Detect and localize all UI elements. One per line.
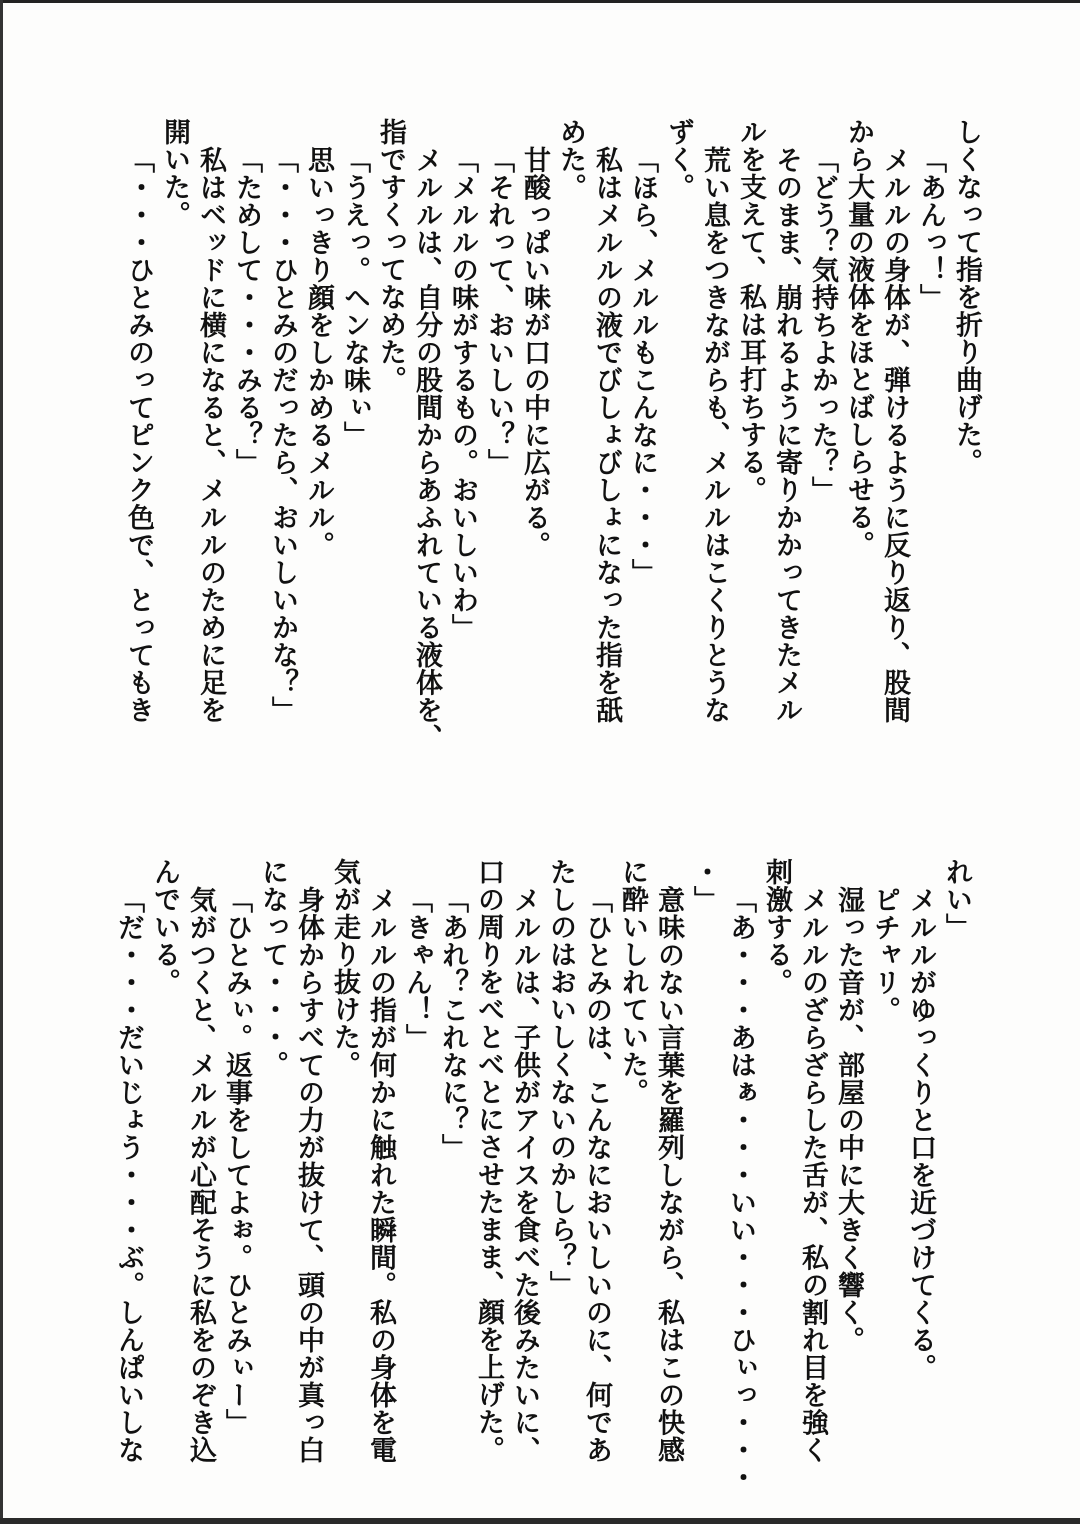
text-line: 気がつくと、メルルが心配そうに私をのぞき込 bbox=[185, 886, 216, 1464]
text-line: 指ですくってなめた。 bbox=[375, 118, 406, 393]
text-line: 刺激する。 bbox=[761, 858, 792, 996]
text-line: 湿った音が、部屋の中に大きく響く。 bbox=[833, 886, 864, 1354]
text-line: 開いた。 bbox=[159, 118, 190, 228]
text-line: メルルは、自分の股間からあふれている液体を、 bbox=[411, 146, 442, 751]
text-line: んでいる。 bbox=[149, 858, 180, 996]
text-line: 「あれ？これなに？」 bbox=[437, 886, 468, 1161]
text-line: 気が走り抜けた。 bbox=[329, 858, 360, 1078]
text-line: 「それって、おいしい？」 bbox=[483, 146, 514, 476]
text-line: から大量の液体をほとばしらせる。 bbox=[843, 118, 874, 558]
text-line: 「ためして・・・みる？」 bbox=[231, 146, 262, 476]
text-line: 「ひとみのは、こんなにおいしいのに、何であ bbox=[581, 886, 612, 1464]
text-line: しくなって指を折り曲げた。 bbox=[951, 118, 982, 476]
text-line: 「ひとみぃ。返事をしてよぉ。ひとみぃー」 bbox=[221, 886, 252, 1436]
text-line: 「きゃん！」 bbox=[401, 886, 432, 1051]
text-line: 私はメルルの液でびしょびしょになった指を舐 bbox=[591, 146, 622, 724]
text-block-lower bbox=[110, 858, 974, 1491]
text-line: ルを支えて、私は耳打ちする。 bbox=[735, 118, 766, 503]
text-line: メルルがゆっくりと口を近づけてくる。 bbox=[905, 886, 936, 1381]
text-line: 「・・・ひとみのってピンク色で、とってもき bbox=[123, 146, 154, 724]
text-line: そのまま、崩れるように寄りかかってきたメル bbox=[771, 146, 802, 724]
text-line: 「うえっ。ヘンな味ぃ」 bbox=[339, 146, 370, 449]
text-line: メルルのざらざらした舌が、私の割れ目を強く bbox=[797, 886, 828, 1464]
scan-edge-top bbox=[0, 0, 1080, 3]
text-line: ピチャリ。 bbox=[869, 886, 900, 1024]
text-line: メルルは、子供がアイスを食べた後みたいに、 bbox=[509, 886, 540, 1464]
text-line: ずく。 bbox=[663, 118, 694, 201]
text-line: れい」 bbox=[941, 858, 972, 941]
text-line: 荒い息をつきながらも、メルルはこくりとうな bbox=[699, 146, 730, 724]
text-line: 「メルルの味がするもの。おいしいわ」 bbox=[447, 146, 478, 641]
text-line: 「あんっ！」 bbox=[915, 146, 946, 311]
text-line: ・」 bbox=[689, 858, 720, 913]
text-line: 私はベッドに横になると、メルルのために足を bbox=[195, 146, 226, 724]
text-line: めた。 bbox=[555, 118, 586, 201]
text-line: メルルの身体が、弾けるように反り返り、股間 bbox=[879, 146, 910, 724]
text-line: 「だ・・・だいじょう・・・ぶ。しんぱいしな bbox=[113, 886, 144, 1464]
text-line: 意味のない言葉を羅列しながら、私はこの快感 bbox=[653, 886, 684, 1464]
text-line: メルルの指が何かに触れた瞬間。私の身体を電 bbox=[365, 886, 396, 1464]
text-line: 「どう？気持ちよかった？」 bbox=[807, 146, 838, 504]
scan-edge-bottom bbox=[0, 1518, 1080, 1524]
text-line: 身体からすべての力が抜けて、頭の中が真っ白 bbox=[293, 886, 324, 1464]
text-line: 思いっきり顔をしかめるメルル。 bbox=[303, 146, 334, 559]
text-line: に酔いしれていた。 bbox=[617, 858, 648, 1106]
text-line: 口の周りをべとべとにさせたまま、顔を上げた。 bbox=[473, 858, 504, 1463]
text-line: たしのはおいしくないのかしら？」 bbox=[545, 858, 576, 1298]
text-line: 「・・・ひとみのだったら、おいしいかな？」 bbox=[267, 146, 298, 724]
text-block-upper bbox=[120, 118, 984, 751]
scan-edge-left bbox=[0, 0, 3, 1524]
text-line: 甘酸っぱい味が口の中に広がる。 bbox=[519, 146, 550, 559]
text-line: 「あ・・・あはぁ・・・いい・・・ひぃっ・・・ bbox=[725, 886, 756, 1491]
text-line: になって・・・。 bbox=[257, 858, 288, 1078]
text-line: 「ほら、メルルもこんなに・・・」 bbox=[627, 146, 658, 586]
